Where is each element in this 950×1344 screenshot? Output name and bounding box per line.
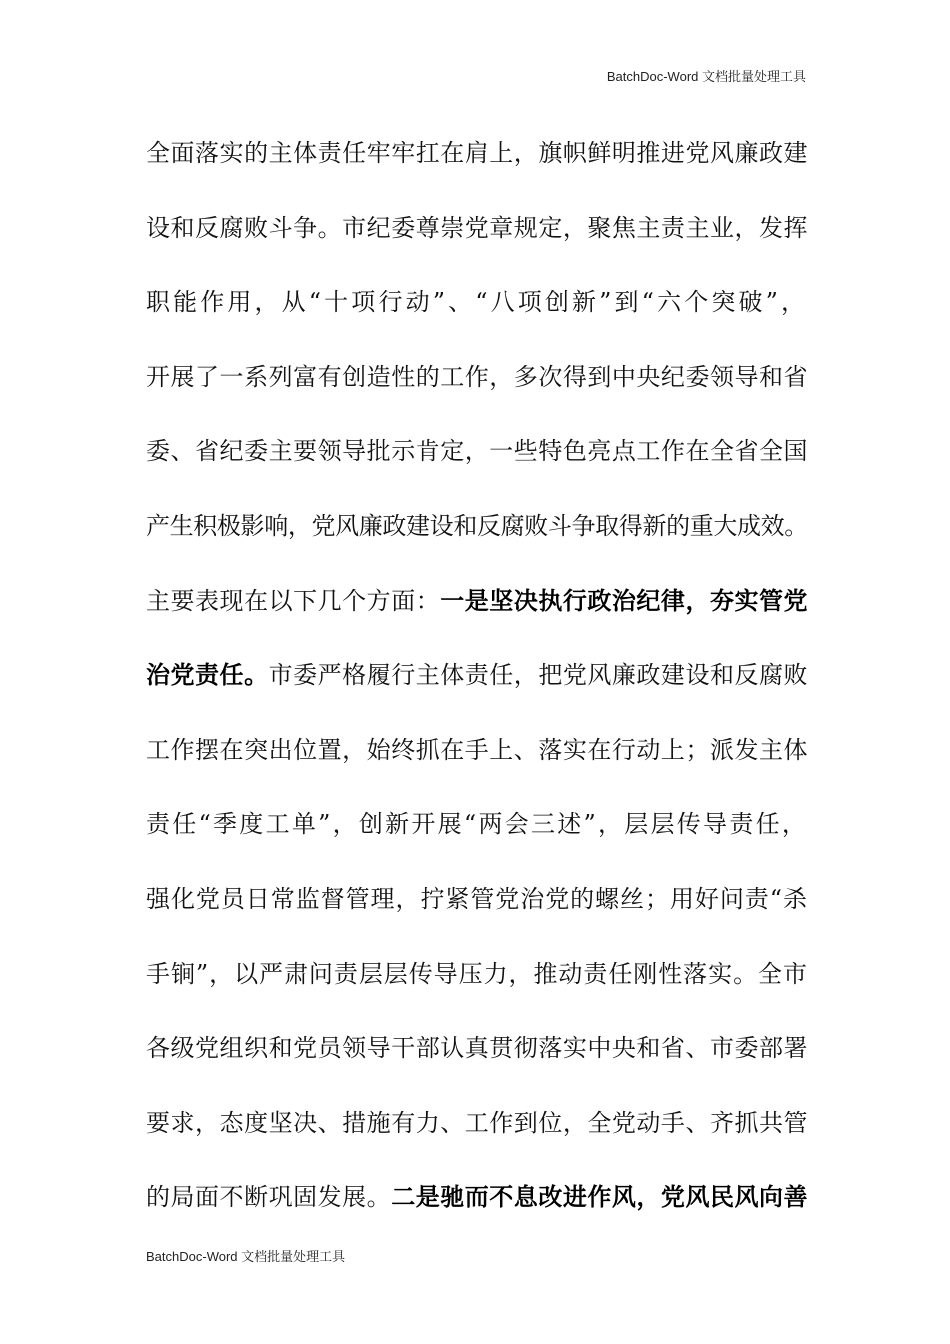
text-run: 手锏”，以严肃问责层层传导压力，推动责任刚性落实。全市	[146, 959, 808, 988]
text-line	[146, 201, 808, 276]
text-run: 职能作用，从“十项行动”、“八项创新”到“六个突破”，	[146, 288, 809, 317]
page-header: BatchDoc-Word 文档批量处理工具	[606, 69, 806, 84]
text-line	[146, 1170, 808, 1245]
text-run: 开展了一系列富有创造性的工作，多次得到中央纪委领导和省	[146, 362, 809, 391]
text-line	[146, 648, 808, 723]
document-body	[146, 126, 808, 1245]
text-run: 强化党员日常监督管理，拧紧管党治党的螺丝；用好问责“杀	[146, 884, 808, 913]
text-run: 的局面不断巩固发展。	[146, 1183, 392, 1212]
bold-text-run: 一是坚决执行政治纪律，夯实管党	[440, 585, 809, 615]
text-line	[146, 1096, 808, 1171]
text-line	[146, 947, 808, 1022]
text-run: 设和反腐败斗争。市纪委尊崇党章规定，聚焦主责主业，发挥	[146, 213, 809, 242]
text-line	[146, 424, 808, 499]
text-line	[146, 723, 808, 798]
text-run: 工作摆在突出位置，始终抓在手上、落实在行动上；派发主体	[146, 735, 809, 764]
text-line	[146, 574, 808, 649]
text-run: 产生积极影响，党风廉政建设和反腐败斗争取得新的重大成效。	[146, 511, 808, 540]
text-run: 主要表现在以下几个方面：	[146, 586, 441, 615]
page-footer: BatchDoc-Word 文档批量处理工具	[146, 1249, 346, 1264]
text-line	[146, 499, 808, 574]
bold-text-run: 治党责任。	[146, 660, 269, 690]
text-line	[146, 1021, 808, 1096]
text-run: 委、省纪委主要领导批示肯定，一些特色亮点工作在全省全国	[146, 437, 809, 466]
text-run: 全面落实的主体责任牢牢扛在肩上，旗帜鲜明推进党风廉政建	[146, 139, 809, 167]
text-line	[146, 797, 808, 872]
text-line	[146, 872, 808, 947]
text-line	[146, 126, 808, 201]
text-run: 市委严格履行主体责任，把党风廉政建设和反腐败	[268, 661, 809, 690]
bold-text-run: 二是驰而不息改进作风，党风民风向善	[391, 1182, 809, 1212]
text-run: 各级党组织和党员领导干部认真贯彻落实中央和省、市委部署	[146, 1034, 809, 1063]
text-line	[146, 350, 808, 425]
text-run: 责任“季度工单”，创新开展“两会三述”，层层传导责任，	[146, 810, 809, 839]
text-line	[146, 275, 808, 350]
text-run: 要求，态度坚决、措施有力、工作到位，全党动手、齐抓共管	[146, 1108, 809, 1137]
